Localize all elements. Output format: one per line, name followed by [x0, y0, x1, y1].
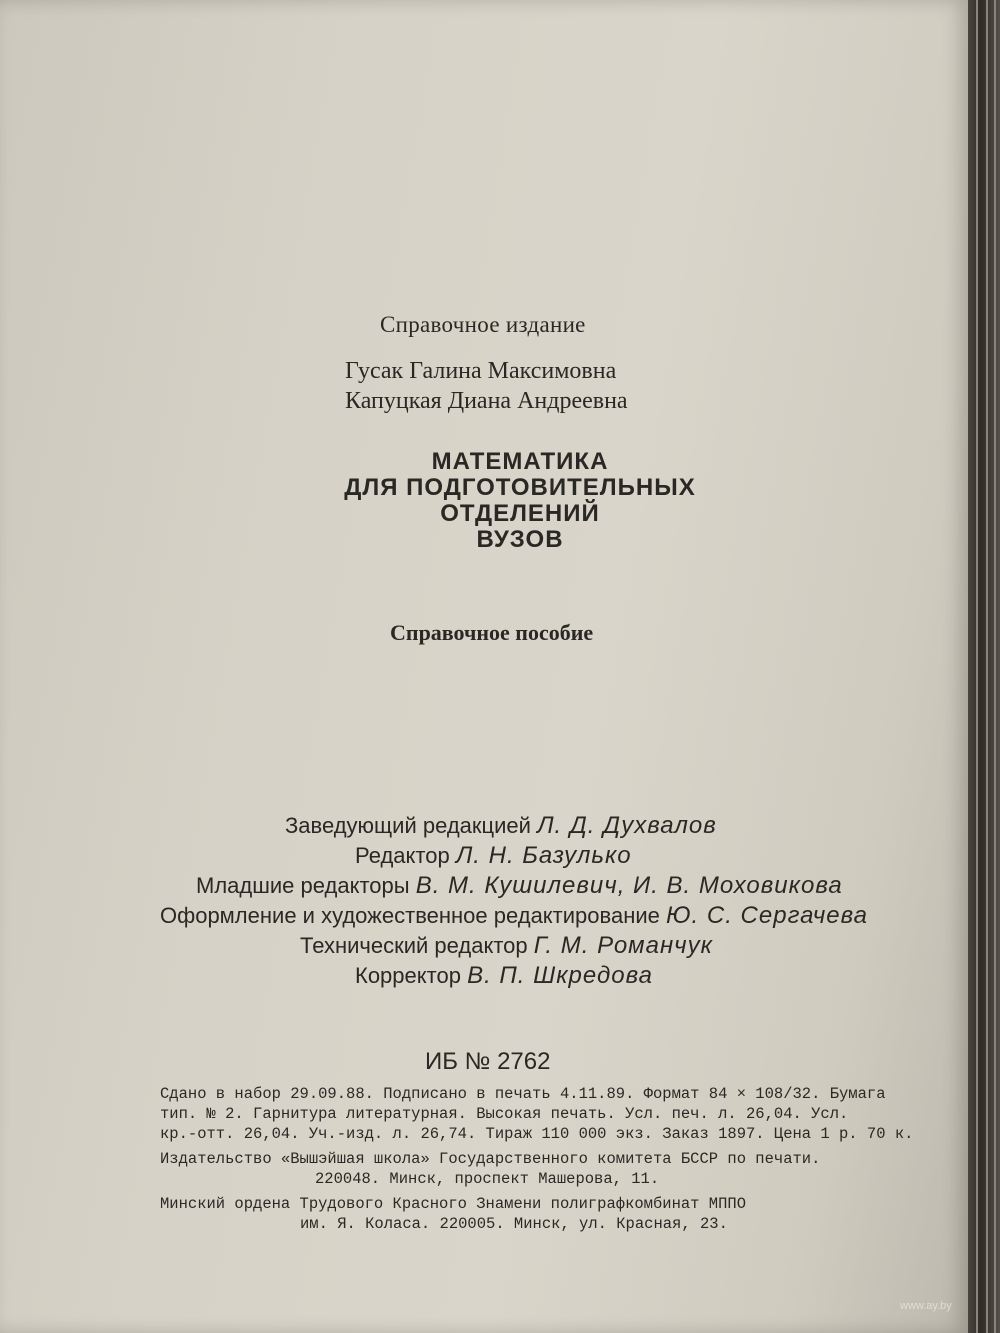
imprint-line: 220048. Минск, проспект Машерова, 11.	[315, 1170, 660, 1188]
staff-row-editor	[355, 842, 632, 870]
author-1: Гусак Галина Максимовна	[345, 358, 617, 384]
staff-role: Редактор	[355, 843, 450, 868]
staff-name: Ю. С. Сергачева	[666, 902, 868, 929]
imprint-line: Издательство «Вышэйшая школа» Государственного комитета БССР по печати.	[160, 1150, 821, 1168]
staff-row-technical-editor	[300, 932, 713, 960]
staff-row-head-editor	[285, 812, 717, 840]
imprint-line: Сдано в набор 29.09.88. Подписано в печать 4.11.89. Формат 84 × 108/32. Бумага	[160, 1085, 886, 1103]
staff-row-junior-editors	[196, 872, 843, 900]
edition-type: Справочное издание	[380, 312, 586, 337]
staff-role: Корректор	[355, 963, 461, 988]
imprint-line: им. Я. Коласа. 220005. Минск, ул. Красная, 23.	[300, 1215, 728, 1233]
imprint-line: тип. № 2. Гарнитура литературная. Высокая печать. Усл. печ. л. 26,04. Усл.	[160, 1105, 849, 1123]
book-title-line-4: ВУЗОВ	[476, 526, 564, 553]
staff-role: Технический редактор	[300, 933, 528, 958]
book-title-line-1: МАТЕМАТИКА	[431, 448, 609, 475]
staff-name: Г. М. Романчук	[533, 932, 713, 959]
book-page-edge	[968, 0, 1000, 1333]
staff-row-proofreader	[355, 962, 653, 990]
staff-name: В. П. Шкредова	[467, 962, 653, 989]
staff-row-art-editor	[160, 902, 868, 930]
staff-role: Младшие редакторы	[196, 873, 410, 898]
imprint-line: кр.-отт. 26,04. Уч.-изд. л. 26,74. Тираж 110 000 экз. Заказ 1897. Цена 1 р. 70 к.	[160, 1125, 914, 1143]
book-title-line-3: ОТДЕЛЕНИЙ	[440, 500, 600, 527]
staff-role: Заведующий редакцией	[285, 813, 531, 838]
imprint-line: Минский ордена Трудового Красного Знамени полиграфкомбинат МППО	[160, 1195, 746, 1213]
staff-role: Оформление и художественное редактирование	[160, 903, 660, 928]
ib-number: ИБ № 2762	[425, 1048, 551, 1075]
book-subtitle: Справочное пособие	[390, 620, 594, 645]
author-2: Капуцкая Диана Андреевна	[345, 388, 628, 414]
staff-name: В. М. Кушилевич, И. В. Моховикова	[415, 872, 843, 899]
watermark: www.ay.by	[900, 1300, 952, 1312]
staff-name: Л. Д. Духвалов	[537, 812, 717, 839]
staff-name: Л. Н. Базулько	[455, 842, 632, 869]
book-title-line-2: ДЛЯ ПОДГОТОВИТЕЛЬНЫХ	[344, 474, 696, 501]
